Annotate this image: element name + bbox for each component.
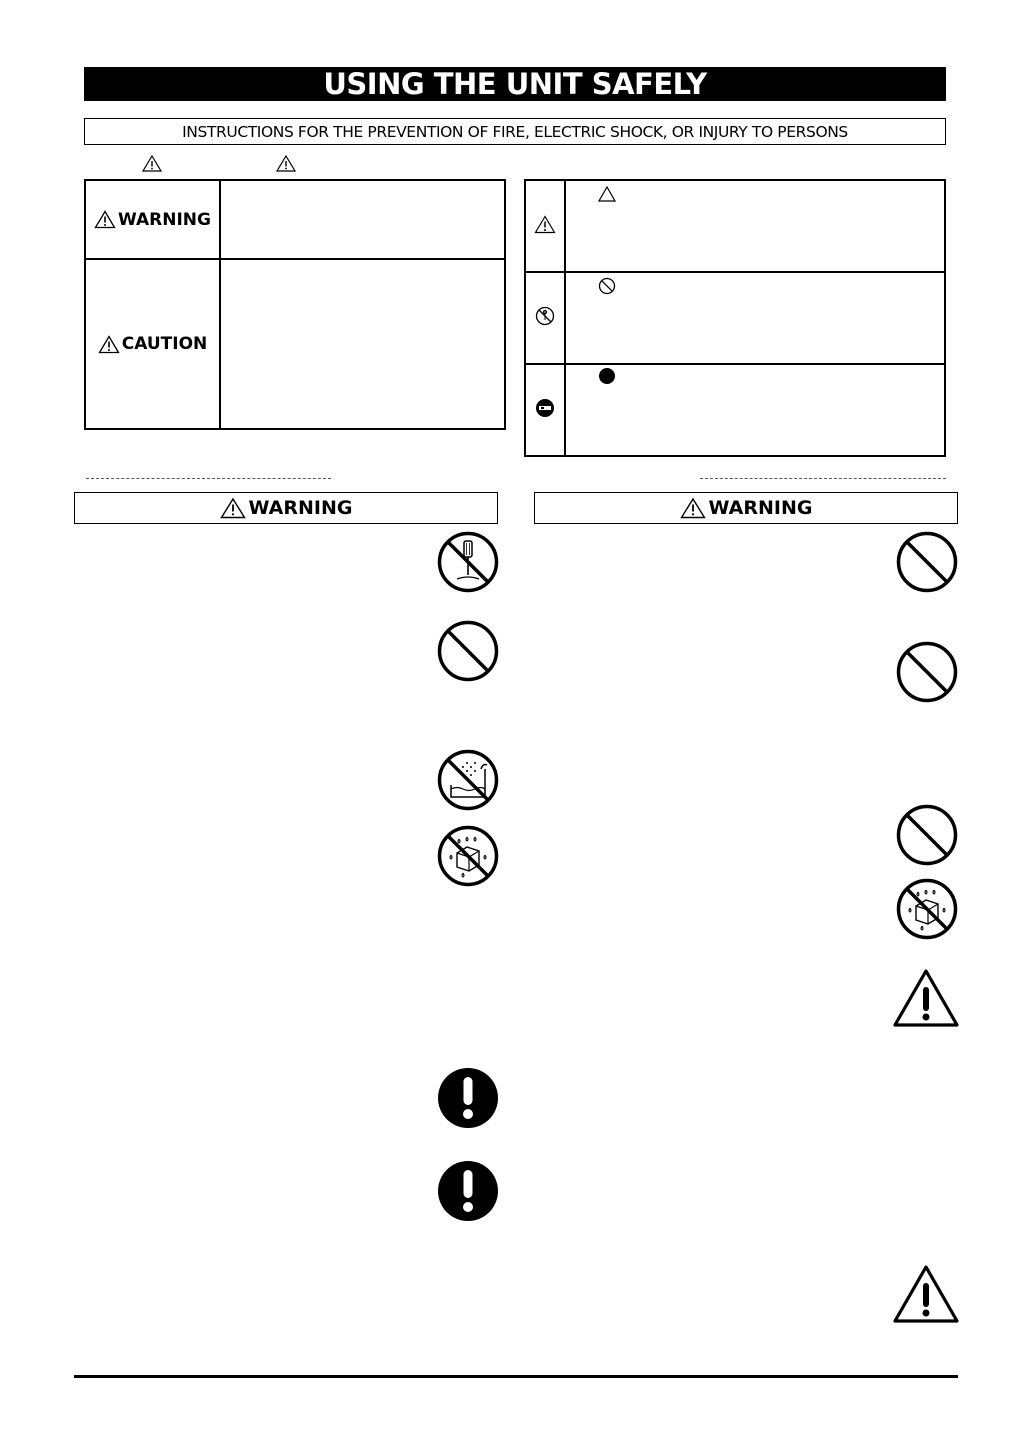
caution-triangle-icon [534, 215, 556, 234]
caution-triangle-icon [892, 967, 960, 1029]
dashed-divider [700, 478, 946, 479]
unplug-icon [535, 398, 555, 418]
left-warning-header: WARNING [74, 492, 498, 524]
caution-triangle-icon [98, 335, 120, 354]
subtitle-banner: INSTRUCTIONS FOR THE PREVENTION OF FIRE, ELECTRIC SHOCK, OR INJURY TO PERSONS [84, 118, 946, 145]
warning-level-cell [85, 180, 220, 259]
no-wet-icon [437, 825, 499, 887]
caution-description-cell [220, 259, 505, 429]
page-title: USING THE UNIT SAFELY [84, 67, 946, 101]
caution-level-cell [85, 259, 220, 429]
caution-triangle-icon [892, 1263, 960, 1325]
prohibited-icon [896, 804, 958, 866]
footer-rule [74, 1375, 958, 1378]
prohibited-icon [896, 641, 958, 703]
mandatory-symbol-cell [525, 364, 565, 456]
warning-triangle-icon [276, 155, 296, 172]
mandatory-icon [437, 1160, 499, 1222]
warning-triangle-icon [680, 497, 706, 519]
triangle-outline-icon [598, 186, 616, 202]
prohibited-circle-icon [598, 277, 616, 295]
prohibit-symbol-cell [525, 272, 565, 364]
no-disassemble-icon [535, 306, 555, 326]
warning-description-cell [220, 180, 505, 259]
warning-triangle-icon [94, 210, 116, 229]
hazard-level-table [84, 179, 506, 430]
symbol-legend-table [524, 179, 946, 457]
caution-level-label: CAUTION [121, 334, 208, 354]
prohibited-icon [437, 620, 499, 682]
mandatory-icon [437, 1067, 499, 1129]
no-wet-icon [896, 878, 958, 940]
right-warning-header: WARNING [534, 492, 958, 524]
prohibited-icon [896, 531, 958, 593]
triangle-symbol-cell [525, 180, 565, 272]
warning-triangle-icon [220, 497, 246, 519]
prohibit-description-cell [565, 272, 945, 364]
triangle-description-cell [565, 180, 945, 272]
dashed-divider [86, 478, 331, 479]
no-water-bath-icon [437, 749, 499, 811]
no-disassemble-icon [437, 531, 499, 593]
warning-level-label: WARNING [118, 209, 211, 230]
mandatory-description-cell [565, 364, 945, 456]
warning-triangle-icon [142, 155, 162, 172]
filled-circle-icon [598, 367, 616, 385]
